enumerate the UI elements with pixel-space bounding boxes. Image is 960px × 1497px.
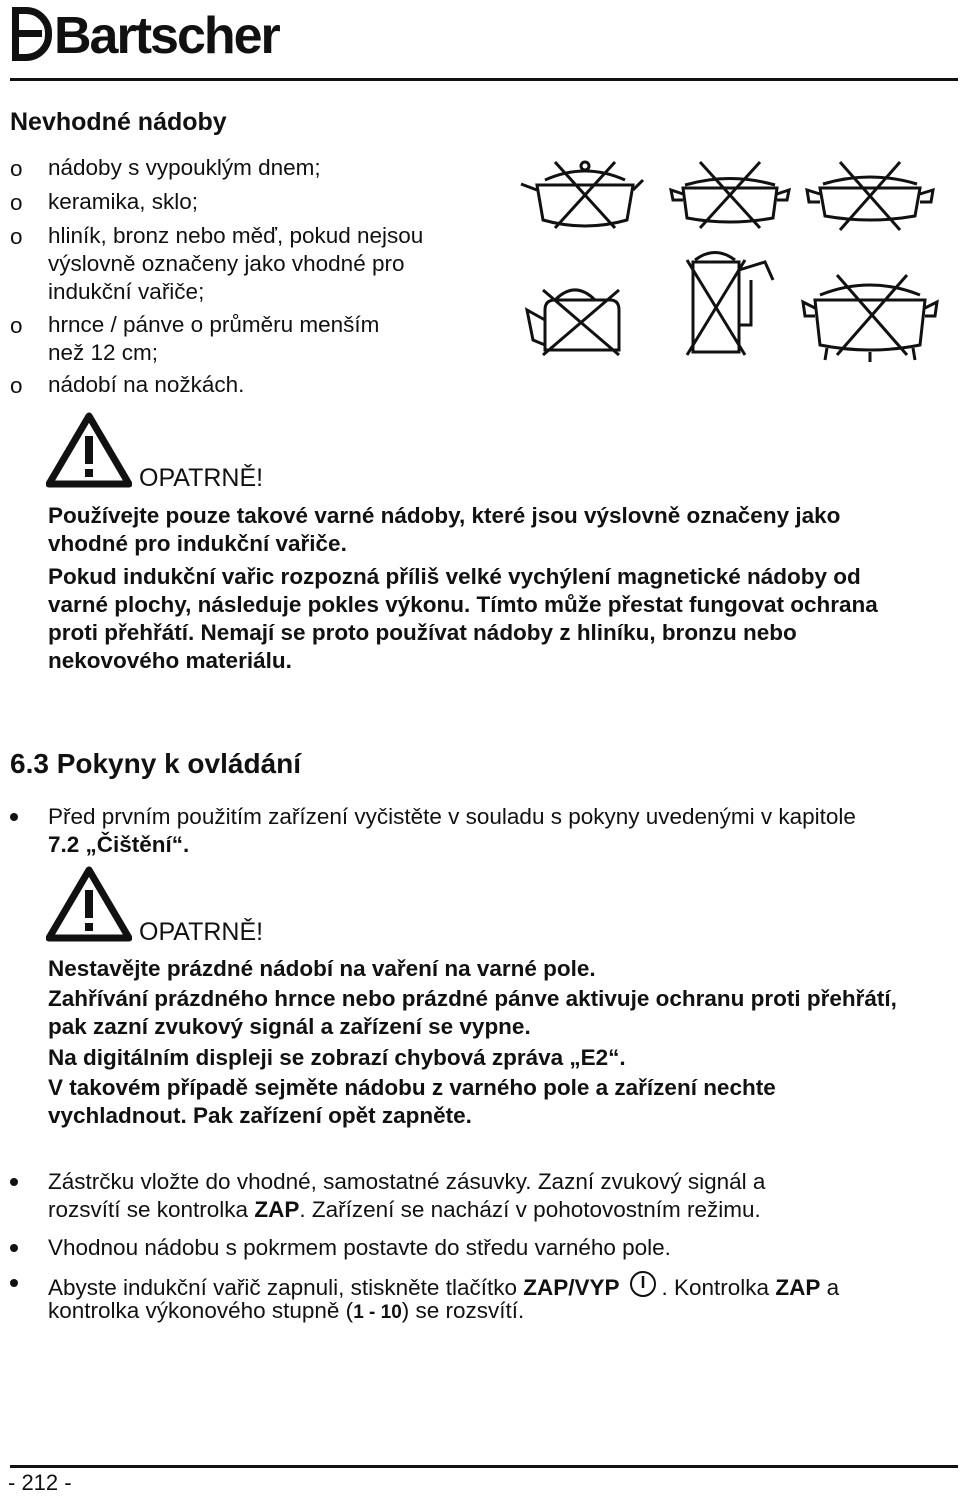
warning-text: nekovového materiálu.	[48, 648, 292, 673]
warning-triangle-icon	[46, 866, 132, 942]
operation-bullet-text: Vhodnou nádobu s pokrmem postavte do středu varného pole.	[48, 1235, 671, 1260]
unsuitable-item-cont: výslovně označeny jako vhodné pro	[48, 251, 405, 276]
text-segment: rozsvítí se kontrolka	[48, 1197, 255, 1222]
section-title-operation: 6.3 Pokyny k ovládání	[10, 748, 302, 779]
brand-name: Bartscher	[54, 7, 279, 65]
bullet-o: o	[10, 156, 23, 181]
operation-bullet-text-cont	[48, 1297, 524, 1327]
warning-text: vychladnout. Pak zařízení opět zapněte.	[48, 1103, 472, 1128]
bullet-dot	[10, 1244, 18, 1252]
unsuitable-item: nádoby s vypouklým dnem;	[48, 155, 321, 180]
warning-text: vhodné pro indukční vařiče.	[48, 531, 347, 556]
bullet-dot	[10, 1178, 18, 1186]
crossed-pot-icon	[807, 162, 933, 230]
zap-vyp-label: ZAP/VYP	[523, 1275, 620, 1300]
text-segment: . Kontrolka	[661, 1275, 776, 1300]
bullet-o: o	[10, 373, 23, 398]
unsuitable-item: hliník, bronz nebo měď, pokud nejsou	[48, 223, 424, 248]
text-segment: kontrolka výkonového stupně (	[48, 1298, 354, 1323]
unsuitable-cookware-illustration	[515, 150, 955, 365]
power-level-range: 1 - 10	[353, 1302, 402, 1323]
header-rule	[10, 78, 958, 81]
warning-text: Na digitálním displeji se zobrazí chybová zpráva „E2“.	[48, 1045, 626, 1070]
crossed-coffee-pot-icon	[687, 253, 773, 356]
text-segment: Abyste indukční vařič zapnuli, stiskněte tlačítko	[48, 1275, 524, 1300]
warning-text: pak zazní zvukový signál a zařízení se vypne.	[48, 1014, 531, 1039]
unsuitable-item: nádobí na nožkách.	[48, 372, 245, 397]
warning-text: proti přehřátí. Nemají se proto používat nádoby z hliníku, bronzu nebo	[48, 620, 797, 645]
crossed-pot-icon	[521, 162, 643, 228]
warning-text: varné plochy, následuje pokles výkonu. Tímto může přestat fungovat ochrana	[48, 592, 878, 617]
crossed-pot-on-feet-icon	[803, 275, 937, 362]
text-segment: a	[820, 1275, 840, 1300]
unsuitable-item-cont: indukční vařiče;	[48, 279, 205, 304]
crossed-pot-icon	[671, 162, 789, 228]
warning-text: Používejte pouze takové varné nádoby, které jsou výslovně označeny jako	[48, 503, 841, 528]
warning-text: Nestavějte prázdné nádobí na vaření na varné pole.	[48, 956, 596, 981]
unsuitable-item: hrnce / pánve o průměru menším	[48, 312, 380, 337]
warning-label: OPATRNĚ!	[139, 464, 264, 492]
warning-text: Pokud indukční vařic rozpozná příliš velké vychýlení magnetické nádoby od	[48, 564, 861, 589]
bullet-dot	[10, 1279, 18, 1287]
bullet-dot	[10, 813, 18, 821]
bullet-o: o	[10, 313, 23, 338]
unsuitable-item: keramika, sklo;	[48, 189, 199, 214]
warning-triangle-icon	[46, 412, 132, 488]
text-segment: ) se rozsvítí.	[401, 1298, 525, 1323]
operation-bullet-text: Před prvním použitím zařízení vyčistěte v souladu s pokyny uvedenými v kapitole	[48, 804, 856, 829]
page-number: - 212 -	[8, 1470, 72, 1495]
zap-label: ZAP	[775, 1275, 821, 1300]
footer-rule	[10, 1465, 958, 1468]
operation-bullet-text-cont: 7.2 „Čištění“.	[48, 832, 190, 857]
bullet-o: o	[10, 224, 23, 249]
warning-text: V takovém případě sejměte nádobu z varného pole a zařízení nechte	[48, 1075, 776, 1100]
unsuitable-item-cont: než 12 cm;	[48, 340, 159, 365]
crossed-kettle-icon	[527, 290, 619, 355]
logo-b-mark-icon	[12, 7, 52, 61]
operation-bullet-text-cont	[48, 1196, 761, 1224]
warning-text: Zahřívání prázdného hrnce nebo prázdné pánve aktivuje ochranu proti přehřátí,	[48, 986, 897, 1011]
warning-label: OPATRNĚ!	[139, 918, 264, 946]
text-segment: . Zařízení se nachází v pohotovostním režimu.	[299, 1197, 761, 1222]
brand-logo	[12, 6, 279, 66]
section-title-unsuitable: Nevhodné nádoby	[10, 108, 227, 136]
zap-label: ZAP	[254, 1197, 300, 1222]
bullet-o: o	[10, 190, 23, 215]
operation-bullet-text: Zástrčku vložte do vhodné, samostatné zásuvky. Zazní zvukový signál a	[48, 1169, 766, 1194]
power-button-icon	[628, 1269, 658, 1299]
